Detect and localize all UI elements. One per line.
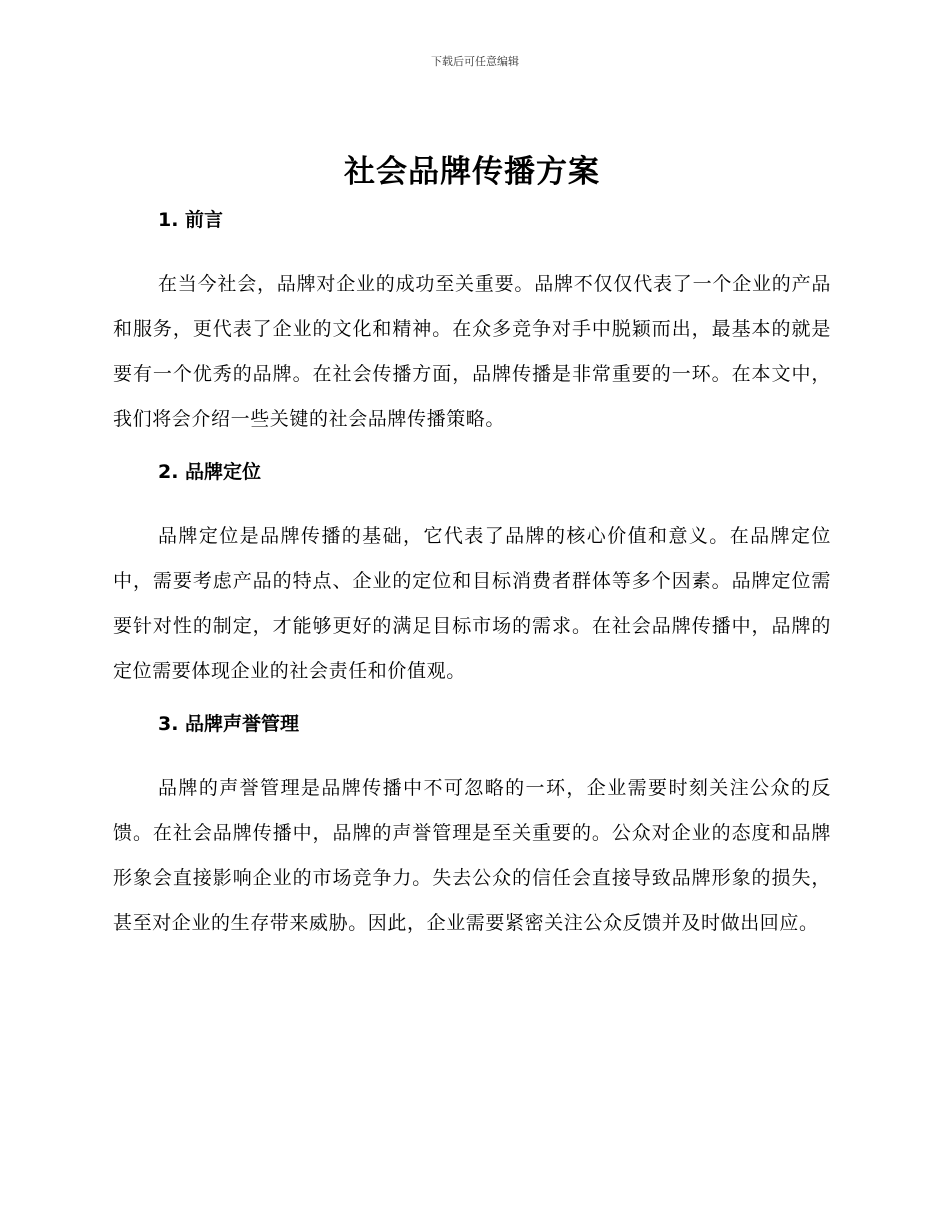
section-paragraph: 品牌定位是品牌传播的基础，它代表了品牌的核心价值和意义。在品牌定位中，需要考虑产品的特点、企业的定位和目标消费者群体等多个因素。品牌定位需要针对性的制定，才能够更好的满足目标市场的需求。在社会品牌传播中，品牌的定位需要体现企业的社会责任和价值观。	[113, 525, 831, 682]
section-heading: 3. 品牌声誉管理	[158, 713, 300, 735]
section-brand-positioning	[113, 458, 831, 694]
page-header-note: 下载后可任意编辑	[431, 55, 519, 68]
document-title: 社会品牌传播方案	[344, 154, 600, 190]
section-preface	[113, 206, 831, 442]
section-paragraph: 在当今社会，品牌对企业的成功至关重要。品牌不仅仅代表了一个企业的产品和服务，更代表了企业的文化和精神。在众多竞争对手中脱颖而出，最基本的就是要有一个优秀的品牌。在社会传播方面，品牌传播是非常重要的一环。在本文中，我们将会介绍一些关键的社会品牌传播策略。	[113, 273, 831, 430]
section-paragraph: 品牌的声誉管理是品牌传播中不可忽略的一环，企业需要时刻关注公众的反馈。在社会品牌传播中，品牌的声誉管理是至关重要的。公众对企业的态度和品牌形象会直接影响企业的市场竞争力。失去公众的信任会直接导致品牌形象的损失，甚至对企业的生存带来威胁。因此，企业需要紧密关注公众反馈并及时做出回应。	[113, 777, 831, 934]
document-content	[113, 150, 831, 946]
section-reputation-management	[113, 710, 831, 946]
section-heading: 2. 品牌定位	[158, 461, 262, 483]
section-heading: 1. 前言	[158, 209, 224, 231]
